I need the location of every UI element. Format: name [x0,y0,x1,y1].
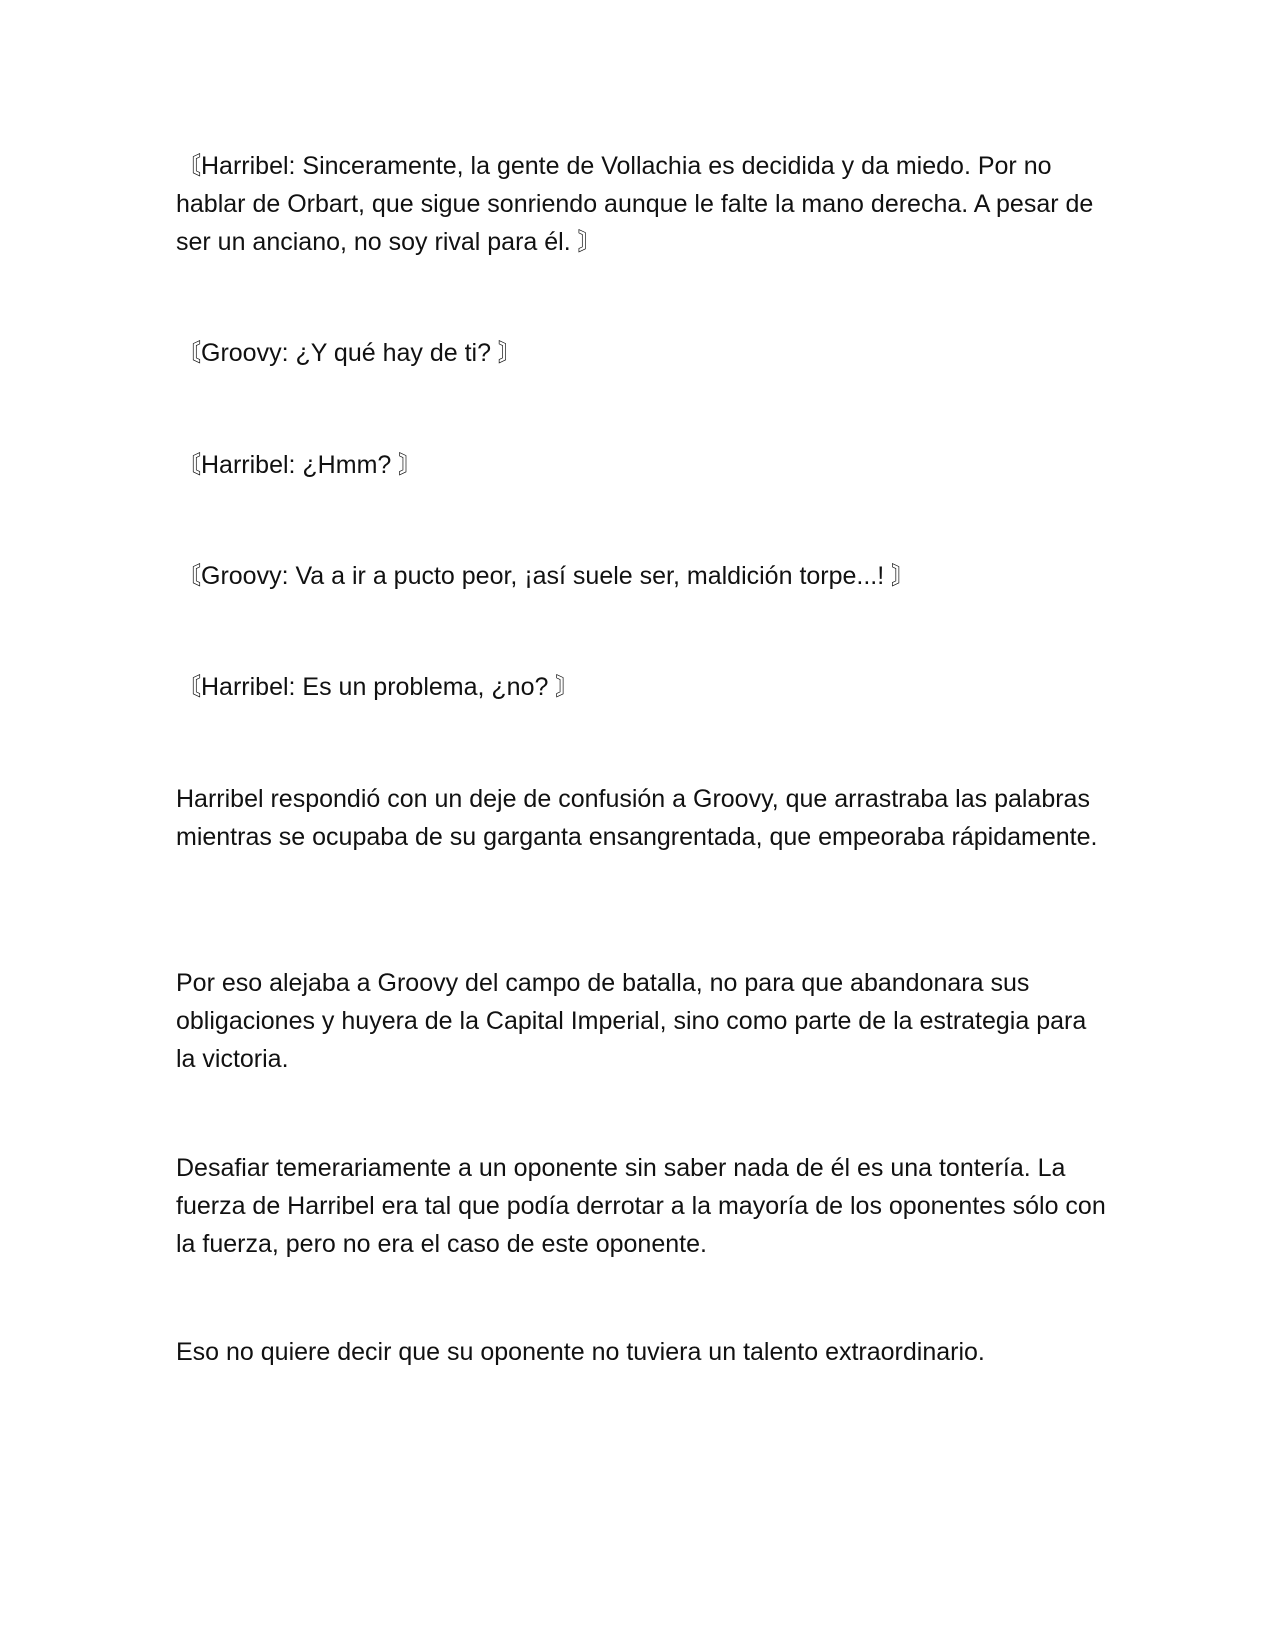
narration-paragraph-4: Eso no quiere decir que su oponente no tuviera un talento extraordinario. [176,1338,985,1366]
dialogue-harribel-2: 〘Harribel: ¿Hmm? 〙 [176,451,424,479]
narration-paragraph-2: Por eso alejaba a Groovy del campo de batalla, no para que abandonara sus obligaciones y huyera de la Capital Imperial, sino como parte de la estrategia para la victoria. [176,969,1087,1073]
dialogue-harribel-1: 〘Harribel: Sinceramente, la gente de Vollachia es decidida y da miedo. Por no hablar de Orbart, que sigue sonriendo aunque le falte la mano derecha. A pesar de ser un anciano, no soy rival para él. 〙 [176,152,1101,256]
dialogue-groovy-1: 〘Groovy: ¿Y qué hay de ti? 〙 [176,339,523,367]
narration-paragraph-1: Harribel respondió con un deje de confusión a Groovy, que arrastraba las palabras mientras se ocupaba de su garganta ensangrentada, que empeoraba rápidamente. [176,785,1098,851]
dialogue-harribel-3: 〘Harribel: Es un problema, ¿no? 〙 [176,673,581,701]
dialogue-groovy-2: 〘Groovy: Va a ir a pucto peor, ¡así suele ser, maldición torpe...! 〙 [176,562,917,590]
narration-paragraph-3: Desafiar temerariamente a un oponente sin saber nada de él es una tontería. La fuerza de Harribel era tal que podía derrotar a la mayoría de los oponentes sólo con la fuerza, pero no era el caso de este oponente. [176,1154,1106,1258]
